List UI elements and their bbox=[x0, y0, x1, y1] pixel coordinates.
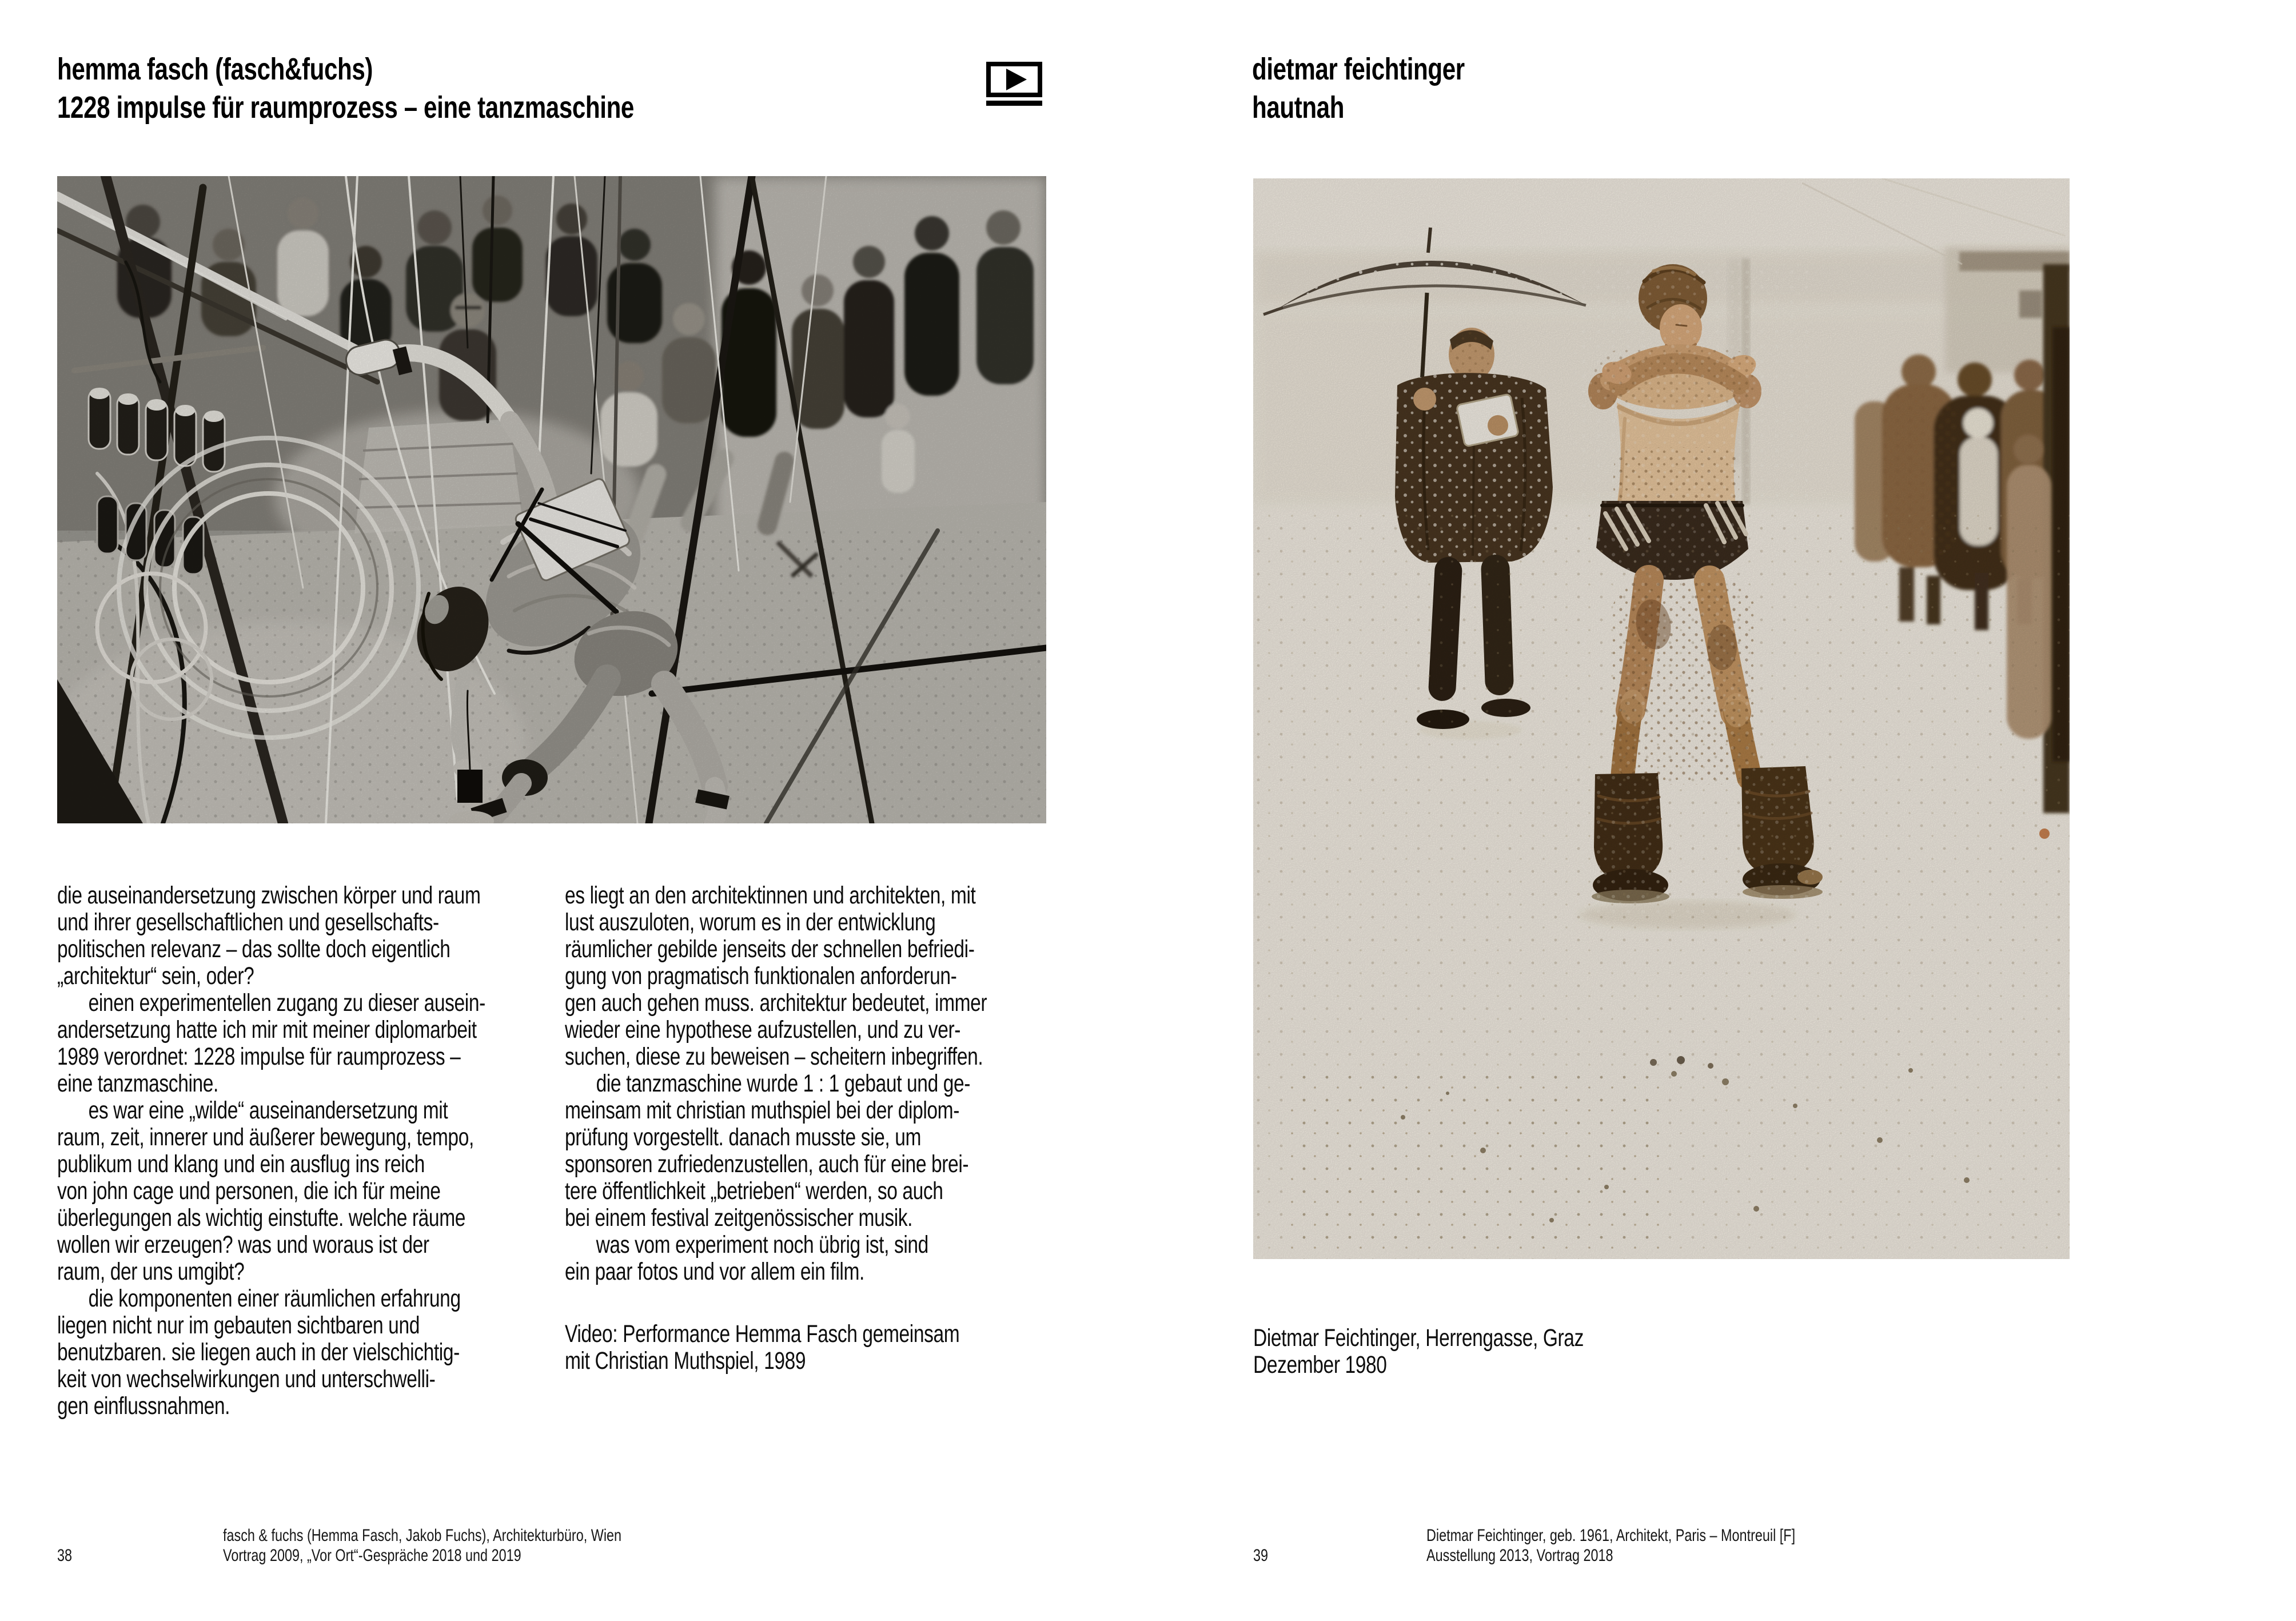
title-line-2: hautnah bbox=[1252, 90, 1345, 125]
play-triangle-icon bbox=[1006, 69, 1027, 90]
page-number-left: 38 bbox=[57, 1546, 73, 1565]
video-caption: Video: Performance Hemma Fasch gemeinsam mit Christian Muthspiel, 1989 bbox=[565, 1320, 960, 1375]
title-line-1: dietmar feichtinger bbox=[1252, 52, 1465, 86]
video-play-icon bbox=[986, 62, 1042, 106]
title-line-2: 1228 impulse für raumprozess – eine tanzmaschine bbox=[57, 90, 634, 125]
street-photo-art bbox=[1253, 178, 2070, 1259]
page-number-right: 39 bbox=[1253, 1546, 1269, 1565]
page-title-right bbox=[1252, 50, 1465, 127]
video-underline-bar bbox=[986, 101, 1042, 106]
street-photo bbox=[1253, 178, 2070, 1259]
body-column-2: es liegt an den architektinnen und architekten, mit lust auszuloten, worum es in der entwicklung räumlicher gebilde jenseits der schnellen befriedi- gung von pragmatisch funktionalen anforderun- gen auch gehen muss. architektur bedeutet, immer wieder eine hypothese aufzustellen, und zu ver- suchen, diese zu beweisen – scheitern inbegriffen. die tanzmaschine wurde 1 : 1 gebaut und ge- meinsam mit christian muthspiel bei der diplom- prüfung vorgestellt. danach musste sie, um sponsoren zufriedenzustellen, auch für eine brei- tere öffentlichkeit „betrieben“ werden, so auch bei einem festival zeitgenössischer musik. was vom experiment noch übrig ist, sind ein paar fotos und vor allem ein film. bbox=[565, 882, 987, 1285]
footer-credit-left: fasch & fuchs (Hemma Fasch, Jakob Fuchs), Architekturbüro, Wien Vortrag 2009, „Vor Ort“-Gespräche 2018 und 2019 bbox=[223, 1526, 622, 1565]
footer-credit-right: Dietmar Feichtinger, geb. 1961, Architekt, Paris – Montreuil [F] Ausstellung 2013, Vortrag 2018 bbox=[1426, 1526, 1796, 1565]
performance-photo bbox=[57, 176, 1046, 823]
video-play-frame bbox=[986, 62, 1042, 97]
photo-caption-right: Dietmar Feichtinger, Herrengasse, Graz Dezember 1980 bbox=[1253, 1324, 1584, 1379]
performance-photo-art bbox=[57, 176, 1046, 823]
title-line-1: hemma fasch (fasch&fuchs) bbox=[57, 52, 373, 86]
body-column-1: die auseinandersetzung zwischen körper und raum und ihrer gesellschaftlichen und gesellschafts- politischen relevanz – das sollte doch eigentlich „architektur“ sein, oder? einen experimentellen zugang zu dieser ausein- andersetzung hatte ich mir mit meiner diplomarbeit 1989 verordnet: 1228 impulse für raumprozess – eine tanzmaschine. es war eine „wilde“ auseinandersetzung mit raum, zeit, innerer und äußerer bewegung, tempo, publikum und klang und ein ausflug ins reich von john cage und personen, die ich für meine überlegungen als wichtig einstufte. welche räume wollen wir erzeugen? was und woraus ist der raum, der uns umgibt? die komponenten einer räumlichen erfahrung liegen nicht nur im gebauten sichtbaren und benutzbaren. sie liegen auch in der vielschichtig- keit von wechselwirkungen und unterschwelli- gen einflussnahmen. bbox=[57, 882, 485, 1420]
page-title-left bbox=[57, 50, 634, 127]
